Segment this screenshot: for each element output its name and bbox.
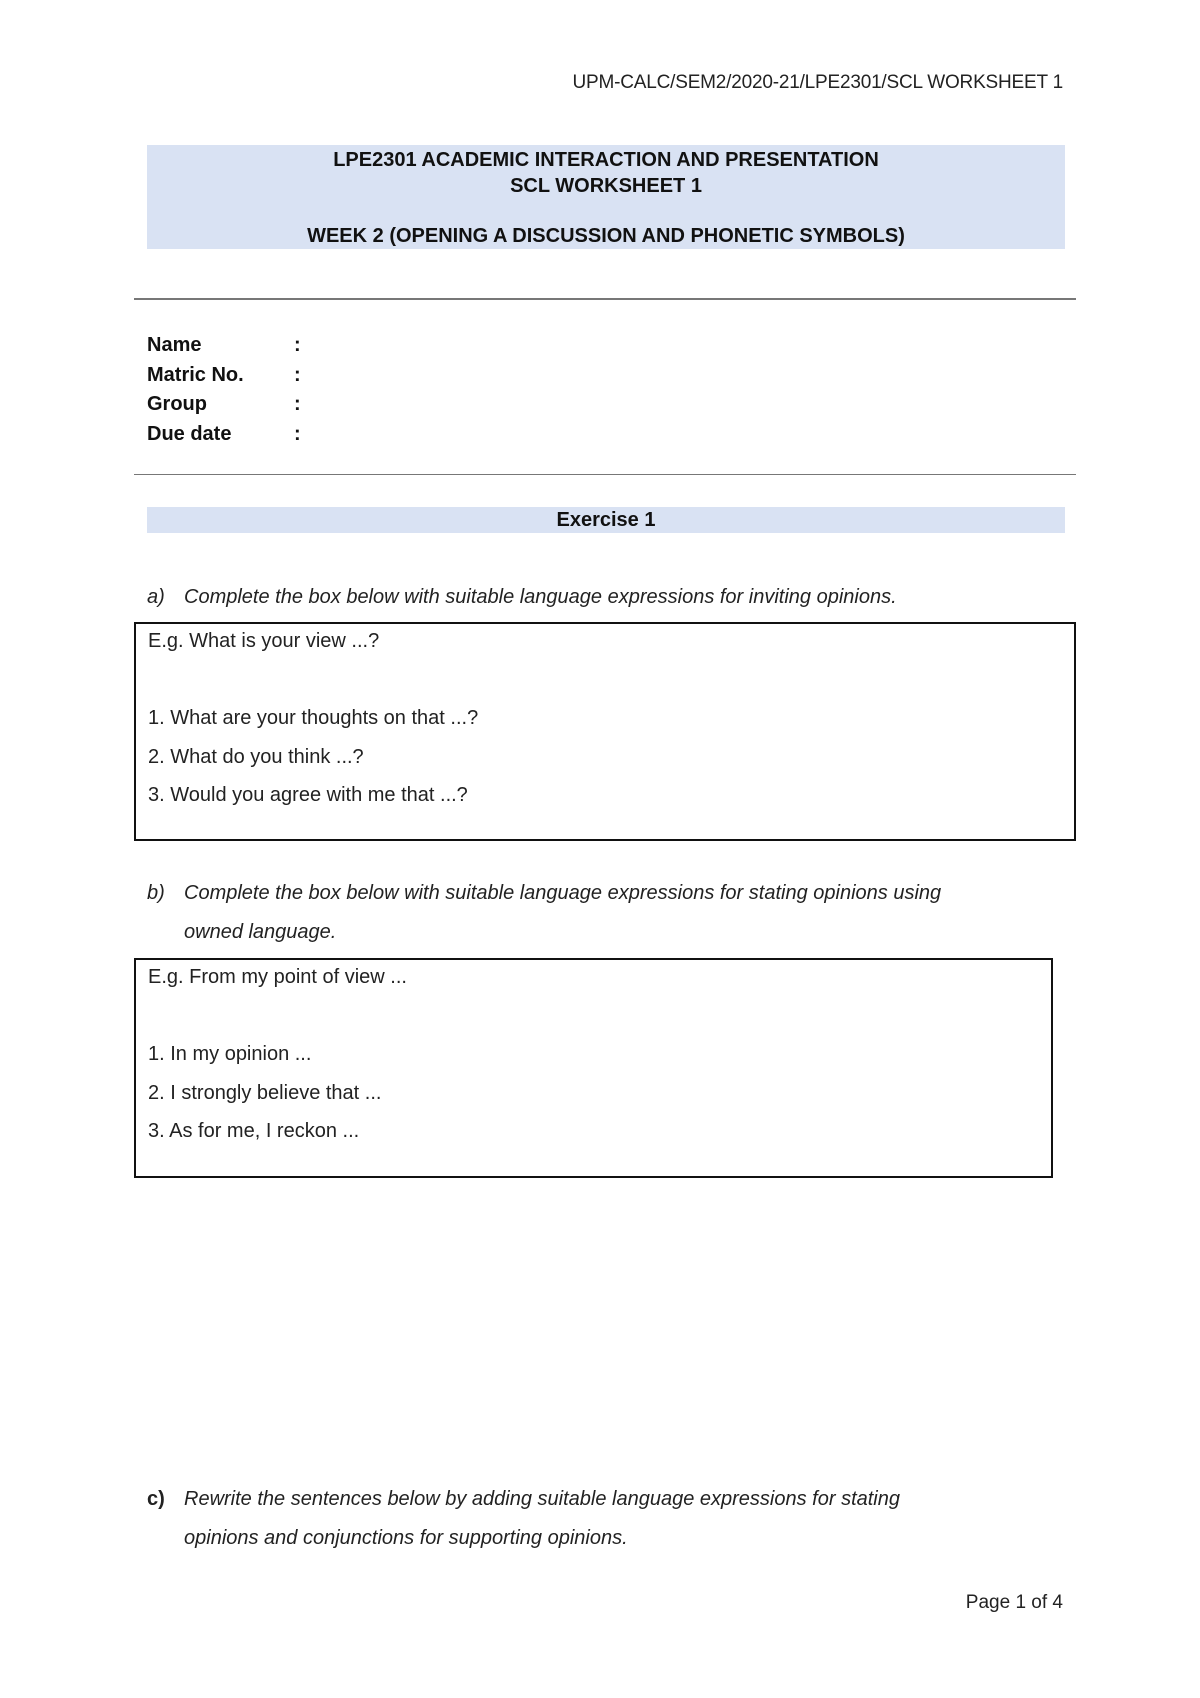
answer-line: 1. In my opinion ... (148, 1043, 312, 1065)
worksheet-title: SCL WORKSHEET 1 (510, 175, 702, 197)
student-info (147, 331, 301, 449)
document-code: UPM-CALC/SEM2/2020-21/LPE2301/SCL WORKSHEET 1 (572, 72, 1063, 93)
bottom-divider (134, 474, 1076, 475)
answer-line: 3. Would you agree with me that ...? (148, 784, 468, 806)
instruction-text-continued: opinions and conjunctions for supporting opinions. (184, 1527, 628, 1549)
instruction-marker: b) (147, 882, 165, 904)
exercise-title: Exercise 1 (147, 507, 1065, 533)
answer-line: 2. What do you think ...? (148, 745, 364, 768)
info-label: Group (147, 393, 207, 416)
week-title: WEEK 2 (OPENING A DISCUSSION AND PHONETIC SYMBOLS) (307, 225, 905, 247)
course-title: LPE2301 ACADEMIC INTERACTION AND PRESENTATION (333, 149, 879, 171)
info-separator: : (294, 363, 301, 386)
info-row-matric (147, 361, 301, 391)
example-line: E.g. From my point of view ... (148, 966, 407, 988)
answer-box-a[interactable] (134, 622, 1076, 841)
answer-line: 2. I strongly believe that ... (148, 1081, 382, 1104)
info-label: Due date (147, 422, 232, 445)
instruction-marker: a) (147, 586, 165, 608)
instruction-c (147, 1480, 1065, 1558)
instruction-text: Rewrite the sentences below by adding suitable language expressions for stating (184, 1488, 900, 1510)
title-block (147, 145, 1065, 249)
instruction-marker: c) (147, 1488, 165, 1510)
info-row-group (147, 390, 301, 420)
info-label: Name (147, 334, 202, 357)
instruction-a (147, 578, 1065, 617)
info-separator: : (294, 422, 301, 445)
info-row-name (147, 331, 301, 361)
instruction-text-continued: owned language. (184, 921, 337, 943)
top-divider (134, 298, 1076, 300)
instruction-text: Complete the box below with suitable language expressions for inviting opinions. (184, 586, 897, 608)
example-line: E.g. What is your view ...? (148, 630, 380, 652)
answer-line: 3. As for me, I reckon ... (148, 1120, 360, 1142)
answer-line: 1. What are your thoughts on that ...? (148, 707, 479, 729)
page-number: Page 1 of 4 (965, 1592, 1063, 1613)
instruction-b (147, 874, 1065, 952)
info-separator: : (294, 393, 301, 416)
answer-box-b[interactable] (134, 958, 1053, 1178)
info-separator: : (294, 334, 301, 357)
info-row-due-date (147, 420, 301, 450)
info-label: Matric No. (147, 363, 244, 386)
instruction-text: Complete the box below with suitable language expressions for stating opinions using (184, 882, 942, 904)
